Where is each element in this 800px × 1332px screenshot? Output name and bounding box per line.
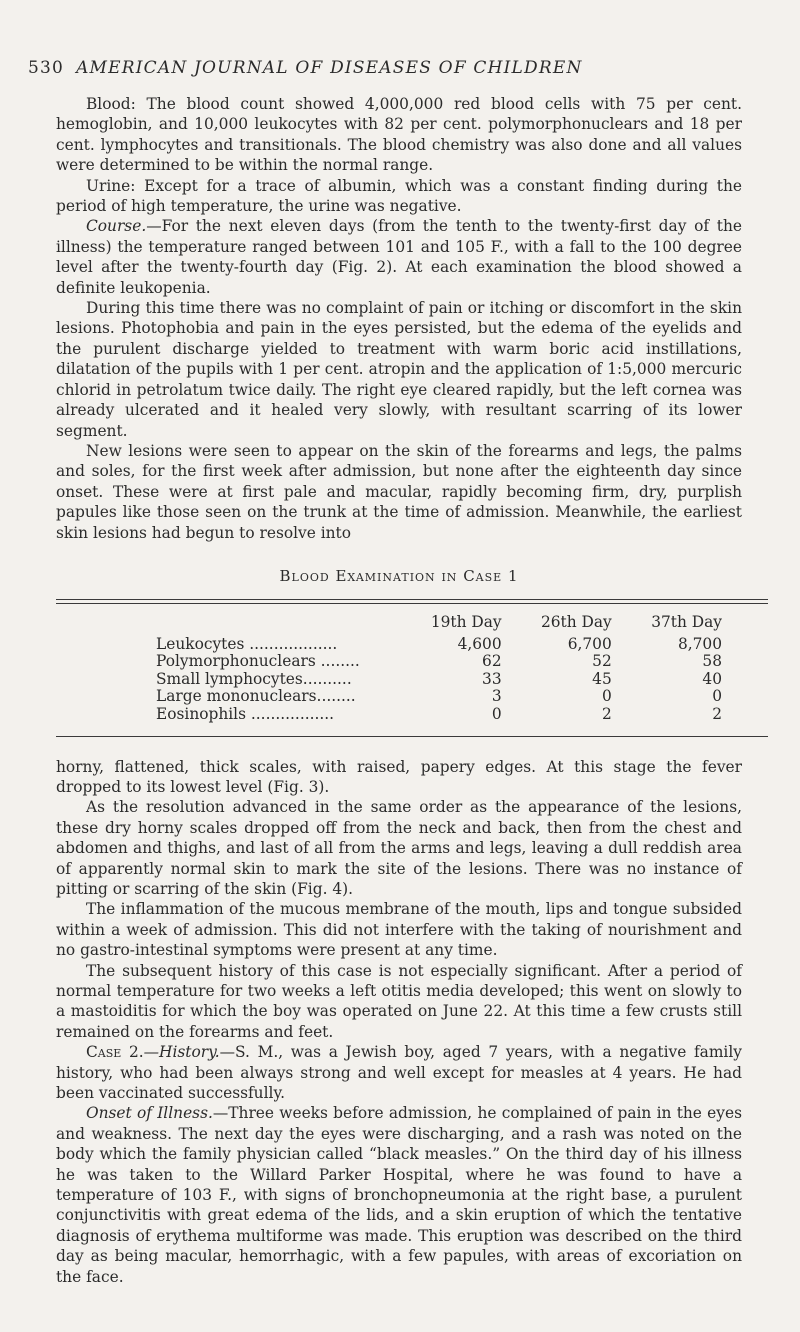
table-cell: 0 <box>491 704 502 723</box>
table-cell: 58 <box>702 652 722 671</box>
paragraph-onset <box>56 1103 742 1287</box>
paragraph-blood: Blood: The blood count showed 4,000,000 red blood cells with 75 per cent. hemoglobin, and 10,000 leukocytes with 82 per cent. polymorphonuclears and 18 per cent. lymphocytes and transitionals. The blood chemistry was also done and all values were determined to be within the normal range. <box>56 95 742 175</box>
table-row <box>56 706 768 724</box>
paragraph-eye-treatment: During this time there was no complaint of pain or itching or discomfort in the skin lesions. Photophobia and pain in the eyes persisted, but the edema of the eyelids and the purulent discharge yielded to treatment with warm boric acid instillations, dilatation of the pupils with 1 per cent. atropin and the application of 1:5,000 mercuric chlorid in petrolatum twice daily. The right eye cleared rapidly, but the left cornea was already ulcerated and it healed very slowly, with resultant scarring of its lower segment. <box>56 299 742 440</box>
course-heading: Course. <box>86 217 147 236</box>
table-title: Blood Examination in Case 1 <box>279 566 519 585</box>
paragraph-case2-history <box>56 1042 742 1103</box>
table-top-rule <box>56 599 768 604</box>
table-cell: 3 <box>491 687 502 706</box>
page-number: 530 <box>28 58 65 78</box>
column-header: 37th Day <box>651 612 722 631</box>
paragraph-course <box>56 216 742 298</box>
table-header-row <box>56 614 768 636</box>
case2-heading: Case 2. <box>86 1043 144 1062</box>
paragraph-urine: Urine: Except for a trace of albumin, which was a constant finding during the period of high temperature, the urine was negative. <box>56 176 742 216</box>
table-cell: 62 <box>482 652 502 671</box>
table-cell: 33 <box>482 669 502 688</box>
table-row <box>56 671 768 689</box>
paragraph-subsequent-history: The subsequent history of this case is not especially significant. After a period of normal temperature for two weeks a left otitis media developed; this went on slowly to a mastoiditis for which the boy was operated on June 22. At this time a few crusts still remained on the forearms and feet. <box>56 961 742 1041</box>
column-header: 19th Day <box>430 612 502 631</box>
paragraph-new-lesions: New lesions were seen to appear on the skin of the forearms and legs, the palms and soles, for the first week after admission, but none after the eighteenth day since onset. These were at first pale and macular, rapidly becoming firm, dry, purplish papules like those seen on the trunk at the time of admission. Meanwhile, the earliest skin lesions had begun to resolve into <box>56 441 742 542</box>
column-header: 26th Day <box>540 612 612 631</box>
row-label: Small lymphocytes.......... <box>156 669 352 688</box>
course-text: —For the next eleven days (from the tenth to the twenty-first day of the illness) the temperature ranged between 101 and 105 F., with a fall to the 100 degree level after the twenty-fourth day (Fig. 2). At each examination the blood showed a definite leukopenia. <box>56 217 742 297</box>
running-head <box>28 58 744 78</box>
onset-text: —Three weeks before admission, he complained of pain in the eyes and weakness. The next day the eyes were discharging, and a rash was noted on the body which the family physician called “black measles.” On the third day of his illness he was taken to the Willard Parker Hospital, where he was found to have a temperature of 103 F., with signs of bronchopneumonia at the right base, a purulent conjunctivitis with great edema of the lids, and a skin eruption of which the tentative diagnosis of erythema multiforme was made. This eruption was described on the third day as being macular, hemorrhagic, with a few papules, with areas of excoriation on the face. <box>56 1104 742 1286</box>
row-label: Large mononuclears........ <box>156 687 356 706</box>
onset-heading: Onset of Illness. <box>86 1104 213 1123</box>
table-cell: 40 <box>702 669 722 688</box>
journal-title: AMERICAN JOURNAL OF DISEASES OF CHILDREN <box>76 58 583 78</box>
table-cell: 6,700 <box>567 634 612 653</box>
table-cell: 2 <box>601 704 612 723</box>
table-cell: 0 <box>601 687 612 706</box>
row-label: Polymorphonuclears ........ <box>156 652 360 671</box>
blood-examination-table <box>56 614 768 724</box>
paragraph-resolution: As the resolution advanced in the same order as the appearance of the lesions, these dry horny scales dropped off from the neck and back, then from the chest and abdomen and thighs, and last of all from the arms and legs, leaving a dull reddish area of apparently normal skin to mark the site of the lesions. There was no instance of pitting or scarring of the skin (Fig. 4). <box>56 798 742 898</box>
table-cell: 0 <box>712 687 722 706</box>
table-row <box>56 688 768 706</box>
table-cell: 2 <box>712 704 722 723</box>
table-cell: 52 <box>592 652 612 671</box>
case2-text: —S. M., was a Jewish boy, aged 7 years, with a negative family history, who had been always strong and well except for measles at 4 years. He had been vaccinated successfully. <box>56 1043 742 1102</box>
paragraph-mucous-membrane: The inflammation of the mucous membrane of the mouth, lips and tongue subsided within a week of admission. This did not interfere with the taking of nourishment and no gastro-intestinal symptoms were present at any time. <box>56 900 742 960</box>
table-bottom-rule <box>56 736 768 737</box>
journal-page <box>28 58 744 1287</box>
table-cell: 4,600 <box>457 634 502 653</box>
table-header-blank <box>56 614 411 636</box>
paragraph-scales: horny, flattened, thick scales, with raised, papery edges. At this stage the fever dropped to its lowest level (Fig. 3). <box>56 757 742 796</box>
row-label: Eosinophils ................. <box>156 704 335 723</box>
table-cell: 8,700 <box>677 634 722 653</box>
table-row <box>56 636 768 654</box>
case2-subheading: —History. <box>143 1043 220 1062</box>
table-cell: 45 <box>592 669 612 688</box>
table-row <box>56 653 768 671</box>
row-label: Leukocytes .................. <box>156 634 338 653</box>
